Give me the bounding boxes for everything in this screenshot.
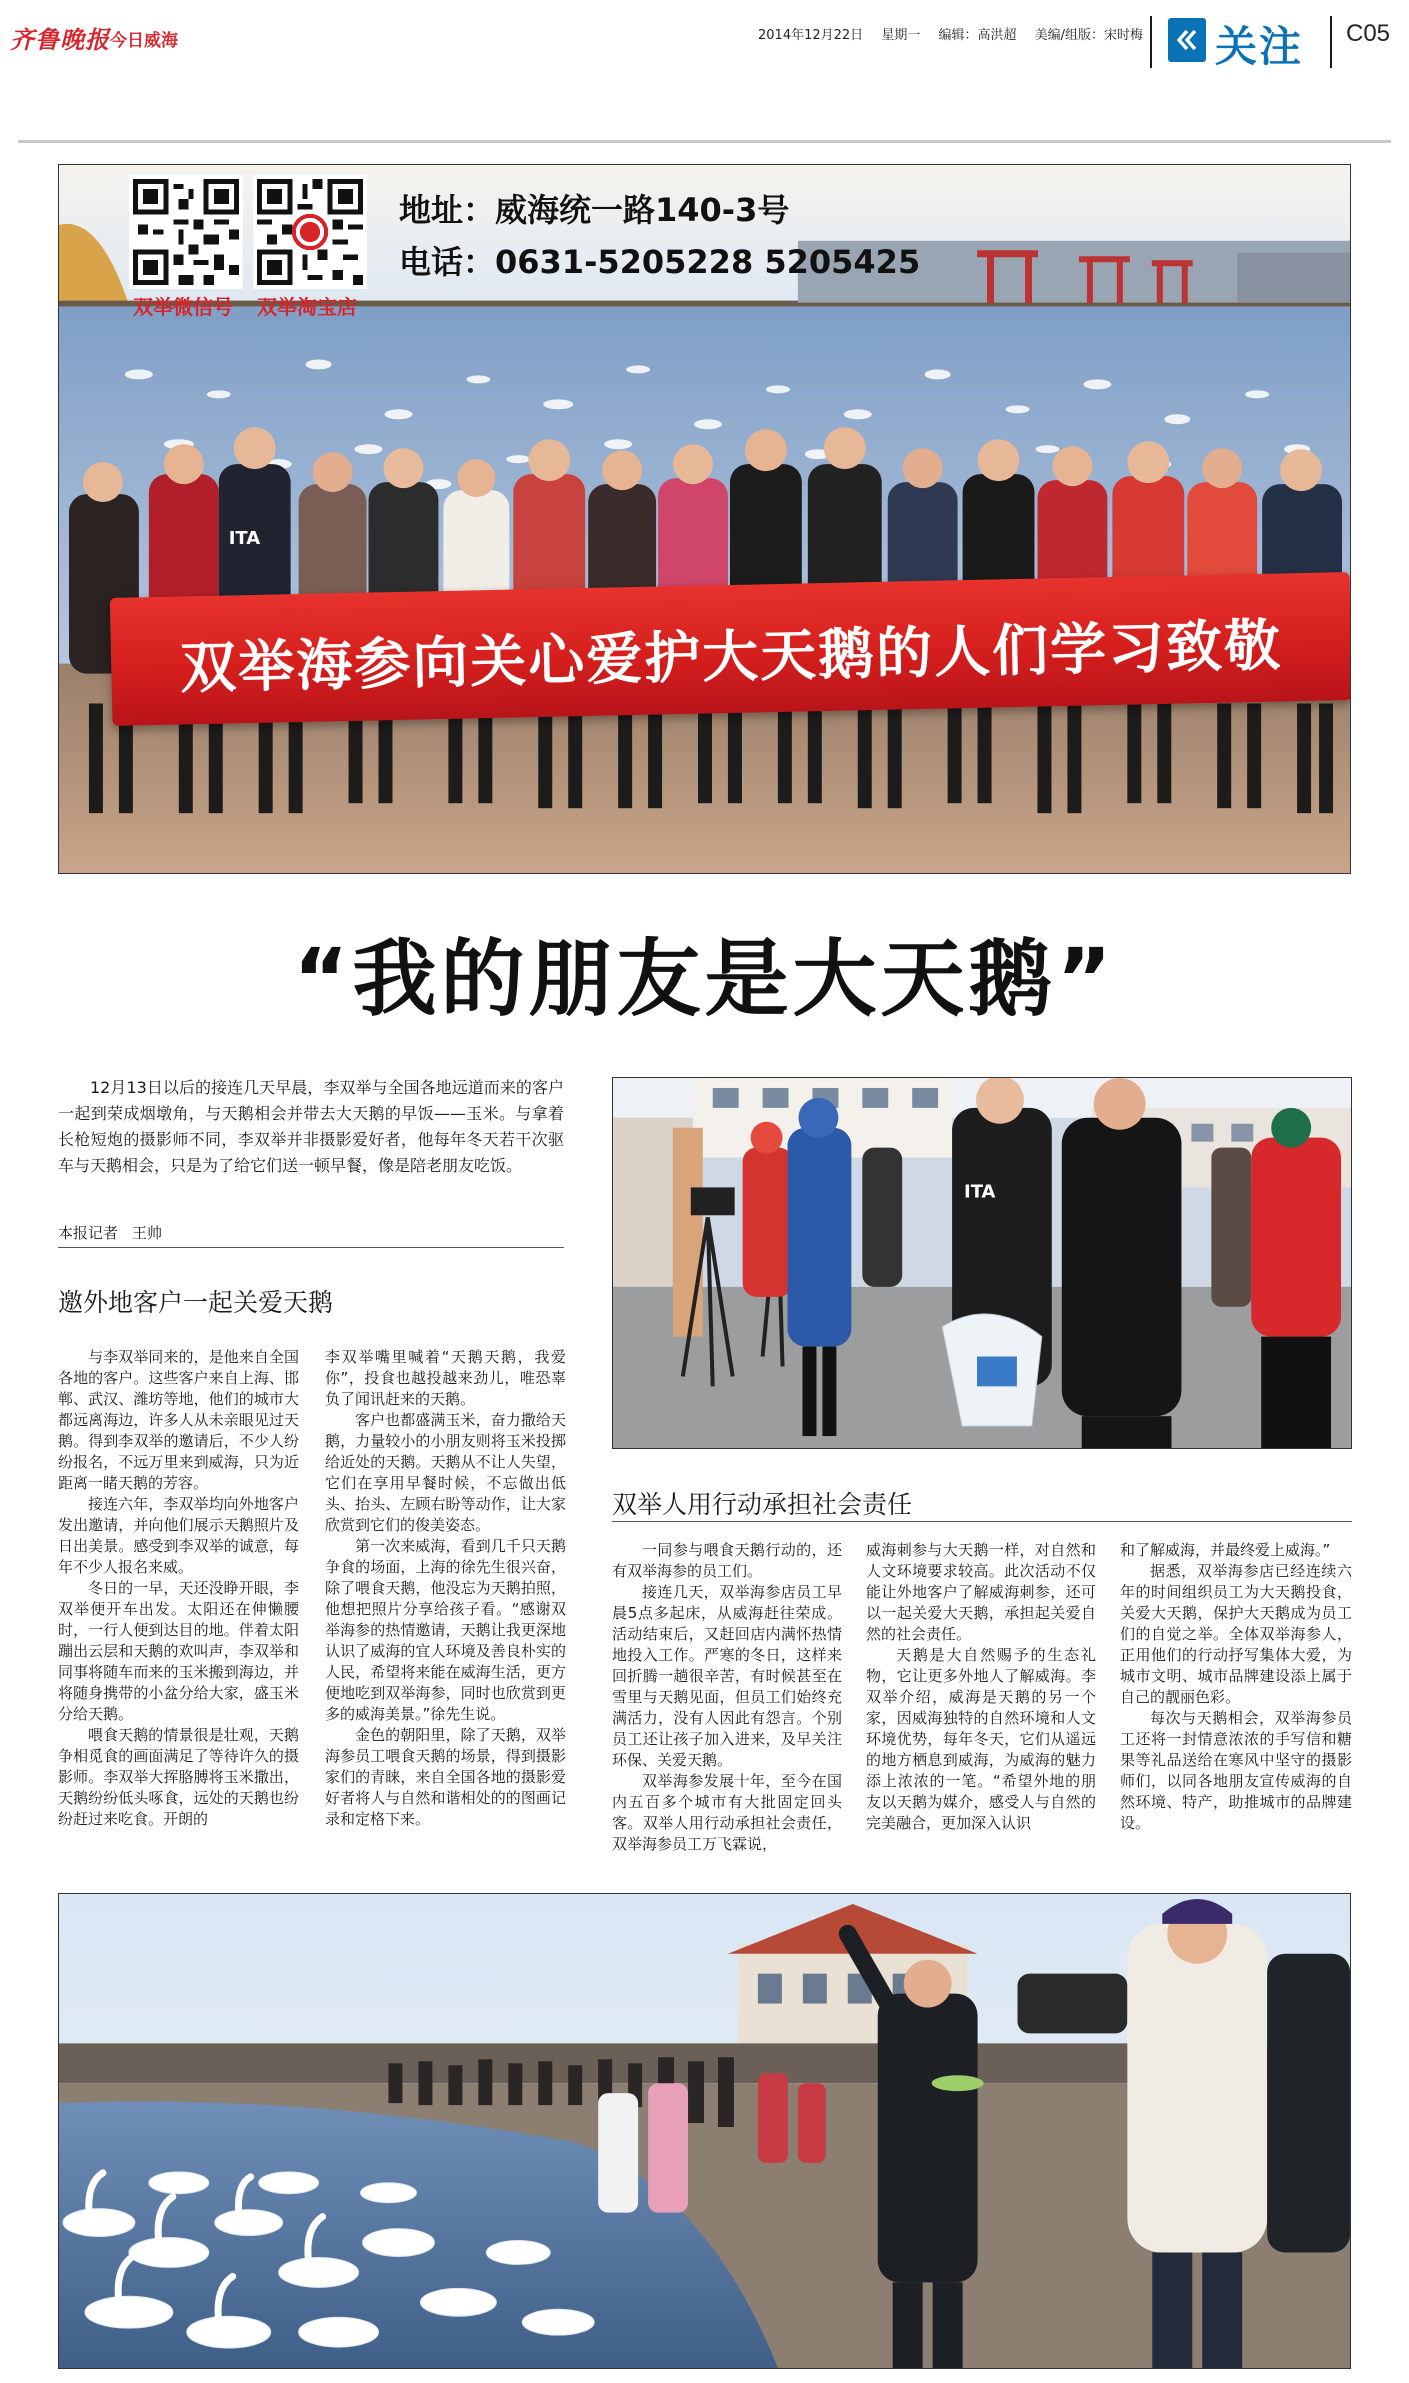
wechat-label: 双举微信号 (133, 295, 233, 319)
paragraph: 第一次来威海，看到几千只天鹅争食的场面，上海的徐先生很兴奋，除了喂食天鹅，他没忘为天鹅拍照，他想把照片分享给孩子看。“感谢双举海参的热情邀请，天鹅让我更深地认识了威海的宜人环境及善良朴实的人民，希望将来能在威海生活，更方便地吃到双举海参，同时也欣赏到更多的威海美景。”徐先生说。 (325, 1537, 566, 1723)
ad-address: 地址：威海统一路140-3号 (399, 191, 790, 229)
masthead-divider (1330, 16, 1332, 68)
paragraph: 冬日的一早，天还没睁开眼，李双举便开车出发。太阳还在伸懒腰时，一行人便到达目的地。伴着太阳蹦出云层和天鹅的欢叫声，李双举和同事将随车而来的玉米搬到海边，并将随身携带的小盆分给大家，盛玉米分给天鹅。 (58, 1579, 299, 1723)
photographers-swans-scene (59, 1894, 1350, 2368)
lede-paragraph: 12月13日以后的接连几天早晨，李双举与全国各地远道而来的客户一起到荣成烟墩角，与天鹅相会并带去大天鹅的早饭——玉米。与拿着长枪短炮的摄影师不同，李双举并非摄影爱好者，他每年冬天若干次驱车与天鹅相会，只是为了给它们送一顿早餐，像是陪老朋友吃饭。 (58, 1078, 564, 1175)
byline-label: 本报记者 (58, 1224, 119, 1242)
paragraph: 一同参与喂食天鹅行动的，还有双举海参的员工们。 (612, 1541, 842, 1580)
feeding-photo (612, 1077, 1352, 1449)
paragraph: 接连六年，李双举均向外地客户发出邀请，并向他们展示天鹅照片及日出美景。感受到李双举的诚意，每年不少人报名来威。 (58, 1495, 299, 1576)
photographers-swans-photo (58, 1893, 1351, 2369)
paragraph: 李双举嘴里喊着“天鹅天鹅，我爱你”，投食也越投越来劲儿，唯恐辜负了闻讯赶来的天鹅。 (325, 1348, 566, 1408)
jacket-logo-text: ITA (228, 527, 261, 549)
section1-column-1 (58, 1347, 299, 1869)
issue-weekday: 星期一 (881, 28, 921, 43)
byline (58, 1222, 162, 1243)
section-name: 今日威海 (110, 31, 178, 51)
paragraph: 每次与天鹅相会，双举海参员工还将一封情意浓浓的手写信和糖果等礼品送给在寒风中坚守的摄影师们，以同各地朋友宣传威海的自然环境、特产，助推城市的品牌建设。 (1120, 1709, 1352, 1832)
issue-designer: 美编/组版：宋时梅 (1034, 28, 1144, 43)
byline-rule (58, 1247, 564, 1248)
paragraph: 金色的朝阳里，除了天鹅，双举海参员工喂食天鹅的场景，得到摄影家们的青睐，来自全国各地的摄影爱好者将人与自然和谐相处的的图画记录和定格下来。 (325, 1726, 566, 1828)
paragraph: 喂食天鹅的情景很是壮观，天鹅争相觅食的画面满足了等待许久的摄影师。李双举大挥胳膊将玉米撒出，天鹅纷纷低头啄食，远处的天鹅也纷纷赶过来吃食。开朗的 (58, 1726, 299, 1828)
paper-name: 齐鲁晚报 (10, 25, 110, 54)
paragraph: 威海刺参与大天鹅一样，对自然和人文环境要求较高。此次活动不仅能让外地客户了解威海刺参，还可以一起关爱大天鹅，承担起关爱自然的社会责任。 (866, 1541, 1096, 1643)
jacket-logo-text: ITA (964, 1181, 996, 1203)
double-chevron-left-icon (1168, 18, 1206, 62)
headline: “我的朋友是大天鹅” (293, 930, 1116, 1028)
masthead-rule (18, 140, 1391, 143)
paragraph: 与李双举同来的，是他来自全国各地的客户。这些客户来自上海、邯郸、武汉、潍坊等地，他们的城市大都远离海边，许多人从未亲眼见过天鹅。得到李双举的邀请后，不少人纷纷报名，不远万里来到威海，只为近距离一睹天鹅的芳容。 (58, 1348, 299, 1492)
subhead-section1: 邀外地客户一起关爱天鹅 (58, 1288, 334, 1317)
wechat-qr-code[interactable] (129, 175, 243, 289)
section2-column-3 (1120, 1540, 1352, 1870)
paragraph: 双举海参发展十年，至今在国内五百多个城市有大批固定回头客。双举人用行动承担社会责任，双举海参员工万飞霖说， (612, 1772, 842, 1853)
paragraph: 天鹅是大自然赐予的生态礼物，它让更多外地人了解威海。李双举介绍，威海是天鹅的另一个家，因威海独特的自然环境和人文环境优势，每年冬天，它们从遥远的地方栖息到威海，为威海的魅力添上浓浓的一笔。“希望外地的朋友以天鹅为媒介，感受人与自然的完美融合，更加深入认识 (866, 1646, 1096, 1832)
taobao-label: 双举淘宝店 (257, 295, 357, 319)
issue-date: 2014年12月22日 (758, 28, 864, 43)
byline-name: 王帅 (132, 1224, 163, 1242)
red-banner (110, 572, 1351, 726)
banner-text: 双举海参向关心爱护大天鹅的人们学习致敬 (179, 613, 1283, 702)
taobao-qr-code[interactable] (253, 175, 367, 289)
paragraph: 据悉，双举海参店已经连续六年的时间组织员工为大天鹅投食，关爱大天鹅，保护大天鹅成为员工们的自觉之举。全体双举海参人，正用他们的行动抒写集体大爱，为城市文明、城市品牌建设添上属于自己的靓丽色彩。 (1120, 1562, 1352, 1706)
paragraph: 和了解威海，并最终爱上威海。” (1120, 1541, 1331, 1559)
ad-phone: 电话：0631-5205228 5205425 (399, 243, 921, 281)
paragraph: 客户也都盛满玉米，奋力撒给天鹅，力量较小的小朋友则将玉米投掷给近处的天鹅。天鹅从不让人失望，它们在享用早餐时候，不忘做出低头、抬头、左顾右盼等动作，让大家欣赏到它们的俊美姿态。 (325, 1411, 566, 1534)
subhead-section2: 双举人用行动承担社会责任 (612, 1490, 913, 1519)
section2-column-1 (612, 1540, 842, 1870)
column-title: 关注 (1215, 22, 1304, 71)
section2-rule (612, 1521, 1352, 1522)
masthead (0, 0, 1409, 80)
feeding-photo-scene (613, 1078, 1351, 1448)
section2-column-2 (866, 1540, 1096, 1870)
group-photo-banner (58, 164, 1351, 874)
section1-column-2 (325, 1347, 566, 1869)
paragraph: 接连几天，双举海参店员工早晨5点多起床，从威海赶往荣成。活动结束后，又赶回店内满怀热情地投入工作。严寒的冬日，这样来回折腾一趟很辛苦，有时候甚至在雪里与天鹅见面，但员工们始终充满活力，没有人因此有怨言。个别员工还让孩子加入进来，及早关注环保、关爱天鹅。 (612, 1583, 842, 1769)
masthead-divider (1150, 16, 1152, 68)
issue-info (758, 24, 1157, 43)
issue-editor: 编辑：高洪超 (938, 28, 1017, 43)
page-number: C05 (1346, 20, 1391, 47)
